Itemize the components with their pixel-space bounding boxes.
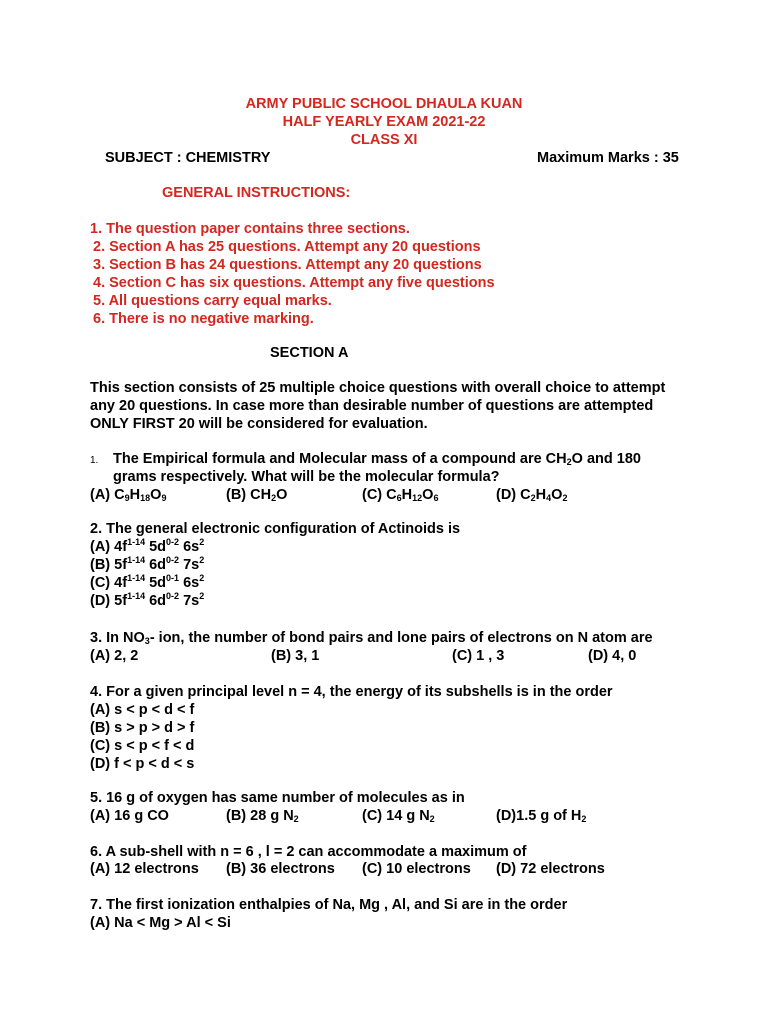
option-b: (B) $CH_2O$ bbox=[226, 487, 288, 503]
section-intro-line: This section consists of 25 multiple choice questions with overall choice to attempt bbox=[90, 380, 666, 396]
class-label: CLASS XI bbox=[350, 132, 418, 148]
exam-title: HALF YEARLY EXAM 2021-22 bbox=[282, 114, 486, 130]
option-c: (C) 10 electrons bbox=[362, 861, 471, 877]
question-5-stem: 5. 16 g of oxygen has same number of molecules as in bbox=[90, 790, 465, 806]
question-6-stem: 6. A sub-shell with n = 6 , l = 2 can accommodate a maximum of bbox=[90, 844, 527, 860]
max-marks: Maximum Marks : 35 bbox=[537, 150, 679, 166]
instructions-heading: GENERAL INSTRUCTIONS: bbox=[162, 185, 351, 201]
option-b: (B) 28 g $N_2$ bbox=[226, 808, 299, 824]
option-d: (D) 4, 0 bbox=[588, 648, 637, 664]
option-a: (A) 12 electrons bbox=[90, 861, 199, 877]
section-a-heading: SECTION A bbox=[270, 345, 349, 361]
instruction-item: 4. Section C has six questions. Attempt any five questions bbox=[93, 275, 495, 291]
section-intro-line: any 20 questions. In case more than desirable number of questions are attempted bbox=[90, 398, 654, 414]
question-3-stem: 3. In $NO_3-$ ion, the number of bond pairs and lone pairs of electrons on N atom are bbox=[90, 630, 653, 646]
option-c: (C) 14 g $N_2$ bbox=[362, 808, 435, 824]
option-d: (D) $C_2H_4O_2$ bbox=[496, 487, 568, 503]
question-number: 1. bbox=[90, 455, 99, 466]
option-d: (D) $5f^{1-14}$ $6d^{0-2}$ $7s^2$ bbox=[90, 591, 205, 609]
option-b: (B) $5f^{1-14}$ $6d^{0-2}$ $7s^2$ bbox=[90, 555, 205, 573]
instruction-item: 1. The question paper contains three sections. bbox=[90, 221, 410, 237]
option-c: (C) s < p < f < d bbox=[90, 738, 195, 754]
question-1-stem-cont: grams respectively. What will be the molecular formula? bbox=[113, 469, 500, 485]
option-a: (A) $C_9H_{18}O_9$ bbox=[90, 487, 167, 503]
option-b: (B) 36 electrons bbox=[226, 861, 335, 877]
option-a: (A) $4f^{1-14}$ $5d^{0-2}$ $6s^2$ bbox=[90, 537, 205, 555]
option-c: (C) $C_6H_{12}O_6$ bbox=[362, 487, 439, 503]
option-d: (D) f < p < d < s bbox=[90, 756, 195, 772]
option-d: (D)1.5 g of $H_2$ bbox=[496, 808, 587, 824]
option-a: (A) 2, 2 bbox=[90, 648, 139, 664]
instruction-item: 6. There is no negative marking. bbox=[93, 311, 314, 327]
question-7-stem: 7. The first ionization enthalpies of Na, Mg , Al, and Si are in the order bbox=[90, 897, 568, 913]
option-c: (C) $4f^{1-14}$ $5d^{0-1}$ $6s^2$ bbox=[90, 573, 205, 591]
instruction-item: 5. All questions carry equal marks. bbox=[93, 293, 332, 309]
question-2-stem: 2. The general electronic configuration of Actinoids is bbox=[90, 521, 461, 537]
option-c: (C) 1 , 3 bbox=[452, 648, 505, 664]
subject-label: SUBJECT : CHEMISTRY bbox=[105, 150, 271, 166]
section-intro-line: ONLY FIRST 20 will be considered for evaluation. bbox=[90, 416, 428, 432]
option-a: (A) 16 g CO bbox=[90, 808, 169, 824]
instruction-item: 3. Section B has 24 questions. Attempt any 20 questions bbox=[93, 257, 482, 273]
option-b: (B) 3, 1 bbox=[271, 648, 320, 664]
option-a: (A) s < p < d < f bbox=[90, 702, 195, 718]
instruction-item: 2. Section A has 25 questions. Attempt any 20 questions bbox=[93, 239, 481, 255]
question-4-stem: 4. For a given principal level n = 4, the energy of its subshells is in the order bbox=[90, 684, 613, 700]
question-1-stem: The Empirical formula and Molecular mass of a compound are $CH_2O$ and 180 bbox=[113, 451, 641, 467]
option-d: (D) 72 electrons bbox=[496, 861, 605, 877]
option-a: (A) Na < Mg > Al < Si bbox=[90, 915, 231, 931]
option-b: (B) s > p > d > f bbox=[90, 720, 195, 736]
school-name: ARMY PUBLIC SCHOOL DHAULA KUAN bbox=[245, 96, 523, 112]
